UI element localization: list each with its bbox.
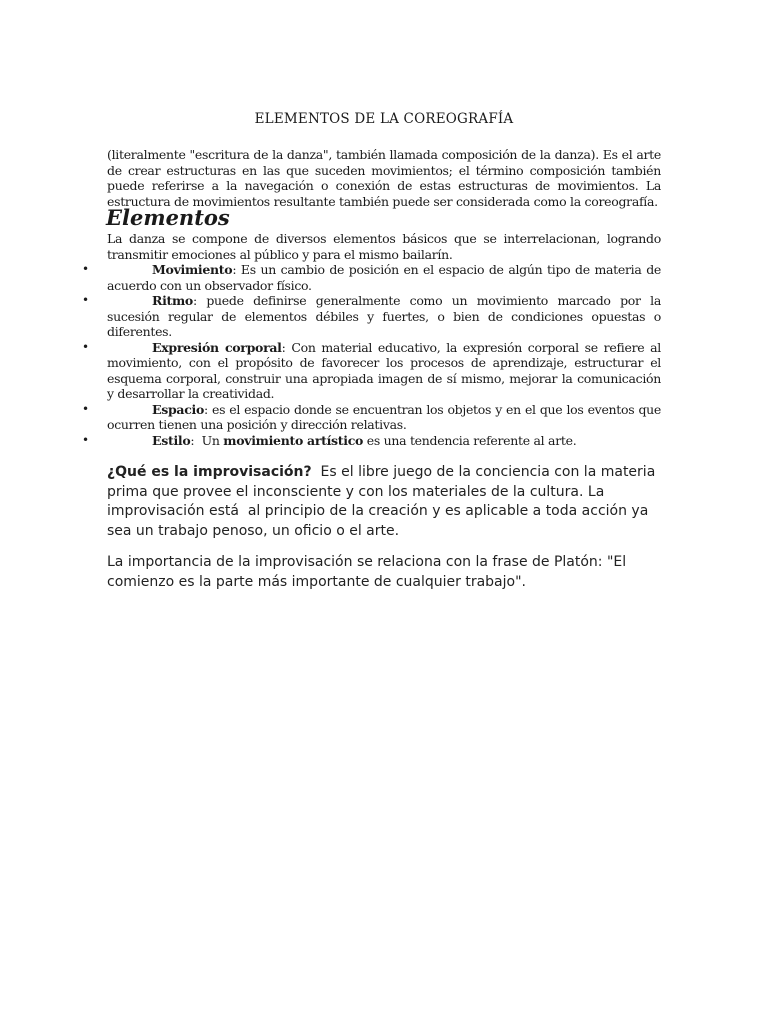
term-espacio: Espacio [152,401,205,417]
list-item-espacio [82,402,661,433]
list-item-expresion-corporal [82,340,661,402]
desc-movimiento: : Es un cambio de posición en el espacio de algún tipo de materia de acuerdo con un observador físico. [107,262,661,293]
desc-ritmo: : puede definirse generalmente como un movimiento marcado por la sucesión regular de elementos débiles y fuertes, o bien de condiciones opuestas o diferentes. [107,293,661,339]
term-ritmo: Ritmo [152,293,193,308]
elementos-list [82,262,661,448]
bullet-icon: • [82,262,89,276]
bullet-icon: • [82,432,89,447]
list-item-movimiento [82,262,661,293]
intro-paragraph: (literalmente "escritura de la danza", también llamada composición de la danza). Es el arte de crear estructuras en las que suceden movimientos; el término composición también puede referirse a la navegación o conexión de estas estructuras de movimientos. La estructura de movimientos resultante también puede ser considerada como la coreografía. [107,147,661,209]
desc-estilo-after: es una tendencia referente al arte. [363,432,577,448]
term-expresion-corporal: Expresión corporal [152,339,282,355]
page-title: ELEMENTOS DE LA COREOGRAFÍA [254,111,514,127]
bullet-icon: • [82,339,89,354]
desc-expresion-corporal: : Con material educativo, la expresión corporal se refiere al movimiento, con el propósito de favorecer los procesos de aprendizaje, estructurar el esquema corporal, construir una apropiada imagen de sí mismo, mejorar la comunicación y desarrollar la creatividad. [107,339,661,401]
desc-estilo-before: : Un [190,432,224,448]
bullet-icon: • [82,401,89,416]
improvisacion-paragraph [107,463,667,541]
list-item-ritmo [82,293,661,340]
question-improvisacion: ¿Qué es la improvisación? [107,464,312,480]
link-movimiento-artistico: movimiento artístico [223,432,364,448]
term-estilo: Estilo [152,432,191,448]
section-heading-elementos: Elementos [106,205,230,230]
importancia-paragraph: La importancia de la improvisación se relaciona con la frase de Platón: "El comienzo es la parte más importante de cualquier trabajo". [107,554,627,590]
question-answer: Es el libre juego de la conciencia con la materia prima que provee el inconsciente y con los materiales de la cultura. La improvisación está al principio de la creación y es aplicable a toda acción ya sea un trabajo penoso, un oficio o el arte. [107,464,660,539]
bullet-icon: • [82,293,89,307]
desc-espacio: : es el espacio donde se encuentran los objetos y en el que los eventos que ocurren tienen una posición y dirección relativas. [107,401,661,432]
term-movimiento: Movimiento [152,262,233,277]
list-item-estilo [82,433,661,449]
elementos-intro-paragraph: La danza se compone de diversos elementos básicos que se interrelacionan, logrando transmitir emociones al público y para el mismo bailarín. [107,231,661,262]
